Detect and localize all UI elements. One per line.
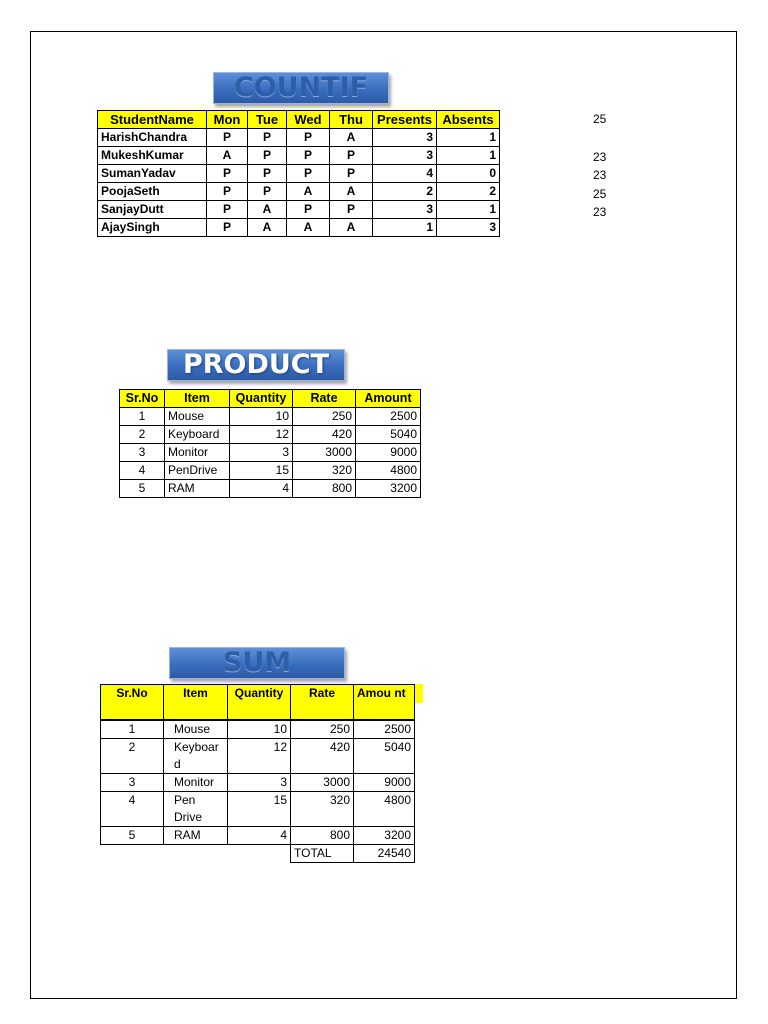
header-rate: Rate (291, 685, 354, 721)
item-cell: PenDrive (165, 462, 230, 480)
tue-cell: P (248, 129, 287, 147)
amount-cell: 3200 (354, 827, 415, 845)
table-row (101, 827, 415, 845)
presents-cell: 3 (373, 147, 437, 165)
item-cell: Mouse (165, 408, 230, 426)
mon-cell: P (207, 129, 248, 147)
item-cell: Mouse (164, 720, 228, 739)
presents-cell: 2 (373, 183, 437, 201)
mon-cell: P (207, 165, 248, 183)
table-row (101, 720, 415, 739)
quantity-cell: 15 (230, 462, 293, 480)
header-student-name: StudentName (98, 111, 207, 129)
tue-cell: P (248, 165, 287, 183)
quantity-cell: 3 (228, 774, 291, 792)
table-row (120, 408, 421, 426)
table-row (98, 147, 500, 165)
wed-cell: A (287, 183, 330, 201)
total-row (101, 845, 415, 863)
quantity-cell: 15 (228, 792, 291, 827)
student-name-cell: AjaySingh (98, 219, 207, 237)
srno-cell: 1 (120, 408, 165, 426)
empty-cell (228, 845, 291, 863)
student-name-cell: SanjayDutt (98, 201, 207, 219)
quantity-cell: 10 (228, 720, 291, 739)
absents-cell: 3 (437, 219, 500, 237)
mon-cell: A (207, 147, 248, 165)
srno-cell: 4 (120, 462, 165, 480)
amount-cell: 2500 (356, 408, 421, 426)
quantity-cell: 12 (228, 739, 291, 774)
item-cell: RAM (165, 480, 230, 498)
rate-cell: 3000 (293, 444, 356, 462)
header-tue: Tue (248, 111, 287, 129)
side-number: 25 (593, 112, 607, 126)
table-row (120, 444, 421, 462)
table-row (101, 792, 415, 827)
countif-banner: COUNTIF (213, 72, 389, 104)
table-row (120, 480, 421, 498)
mon-cell: P (207, 201, 248, 219)
item-cell: Keyboard (165, 426, 230, 444)
rate-cell: 420 (293, 426, 356, 444)
srno-cell: 1 (101, 720, 164, 739)
countif-header-row (98, 111, 500, 129)
mon-cell: P (207, 183, 248, 201)
tue-cell: P (248, 147, 287, 165)
wed-cell: P (287, 165, 330, 183)
tue-cell: A (248, 219, 287, 237)
table-row (98, 183, 500, 201)
empty-cell (164, 845, 228, 863)
table-row (120, 426, 421, 444)
amount-cell: 3200 (356, 480, 421, 498)
item-cell: RAM (164, 827, 228, 845)
table-row (98, 129, 500, 147)
mon-cell: P (207, 219, 248, 237)
wed-cell: P (287, 147, 330, 165)
table-row (101, 739, 415, 774)
sum-table (100, 684, 415, 863)
presents-cell: 3 (373, 129, 437, 147)
srno-cell: 4 (101, 792, 164, 827)
header-wed: Wed (287, 111, 330, 129)
table-row (98, 165, 500, 183)
sum-banner: SUM (169, 647, 345, 679)
srno-cell: 3 (120, 444, 165, 462)
header-thu: Thu (330, 111, 373, 129)
amount-cell: 5040 (354, 739, 415, 774)
amount-header-highlight-overflow (414, 684, 423, 703)
quantity-cell: 4 (228, 827, 291, 845)
thu-cell: P (330, 201, 373, 219)
rate-cell: 3000 (291, 774, 354, 792)
side-number: 23 (593, 168, 607, 182)
empty-cell (101, 845, 164, 863)
srno-cell: 5 (101, 827, 164, 845)
tue-cell: P (248, 183, 287, 201)
quantity-cell: 10 (230, 408, 293, 426)
header-item: Item (164, 685, 228, 721)
rate-cell: 420 (291, 739, 354, 774)
wed-cell: A (287, 219, 330, 237)
srno-cell: 3 (101, 774, 164, 792)
header-mon: Mon (207, 111, 248, 129)
amount-cell: 2500 (354, 720, 415, 739)
absents-cell: 2 (437, 183, 500, 201)
srno-cell: 5 (120, 480, 165, 498)
thu-cell: A (330, 183, 373, 201)
student-name-cell: HarishChandra (98, 129, 207, 147)
thu-cell: P (330, 165, 373, 183)
countif-table (97, 110, 500, 237)
wed-cell: P (287, 201, 330, 219)
product-table (119, 389, 421, 498)
sum-header-row (101, 685, 415, 721)
table-row (98, 219, 500, 237)
header-absents: Absents (437, 111, 500, 129)
header-quantity: Quantity (228, 685, 291, 721)
item-cell: Monitor (164, 774, 228, 792)
srno-cell: 2 (101, 739, 164, 774)
absents-cell: 0 (437, 165, 500, 183)
thu-cell: P (330, 147, 373, 165)
rate-cell: 800 (291, 827, 354, 845)
header-srno: Sr.No (120, 390, 165, 408)
item-cell: Monitor (165, 444, 230, 462)
total-value: 24540 (354, 845, 415, 863)
thu-cell: A (330, 219, 373, 237)
total-label: TOTAL (291, 845, 354, 863)
student-name-cell: SumanYadav (98, 165, 207, 183)
student-name-cell: PoojaSeth (98, 183, 207, 201)
thu-cell: A (330, 129, 373, 147)
amount-cell: 4800 (356, 462, 421, 480)
wed-cell: P (287, 129, 330, 147)
absents-cell: 1 (437, 147, 500, 165)
presents-cell: 4 (373, 165, 437, 183)
rate-cell: 320 (291, 792, 354, 827)
presents-cell: 1 (373, 219, 437, 237)
rate-cell: 800 (293, 480, 356, 498)
amount-cell: 9000 (356, 444, 421, 462)
table-row (120, 462, 421, 480)
quantity-cell: 4 (230, 480, 293, 498)
tue-cell: A (248, 201, 287, 219)
rate-cell: 250 (293, 408, 356, 426)
amount-cell: 4800 (354, 792, 415, 827)
amount-cell: 9000 (354, 774, 415, 792)
presents-cell: 3 (373, 201, 437, 219)
item-cell: Pen Drive (164, 792, 228, 827)
quantity-cell: 12 (230, 426, 293, 444)
side-number: 23 (593, 150, 607, 164)
header-quantity: Quantity (230, 390, 293, 408)
student-name-cell: MukeshKumar (98, 147, 207, 165)
side-number: 25 (593, 187, 607, 201)
srno-cell: 2 (120, 426, 165, 444)
quantity-cell: 3 (230, 444, 293, 462)
absents-cell: 1 (437, 129, 500, 147)
absents-cell: 1 (437, 201, 500, 219)
amount-cell: 5040 (356, 426, 421, 444)
header-amount: Amou nt (354, 685, 415, 721)
rate-cell: 320 (293, 462, 356, 480)
rate-cell: 250 (291, 720, 354, 739)
header-presents: Presents (373, 111, 437, 129)
header-amount: Amount (356, 390, 421, 408)
product-header-row (120, 390, 421, 408)
item-cell: Keyboar d (164, 739, 228, 774)
header-srno: Sr.No (101, 685, 164, 721)
side-number: 23 (593, 205, 607, 219)
header-item: Item (165, 390, 230, 408)
header-rate: Rate (293, 390, 356, 408)
product-banner: PRODUCT (167, 349, 345, 381)
table-row (98, 201, 500, 219)
table-row (101, 774, 415, 792)
